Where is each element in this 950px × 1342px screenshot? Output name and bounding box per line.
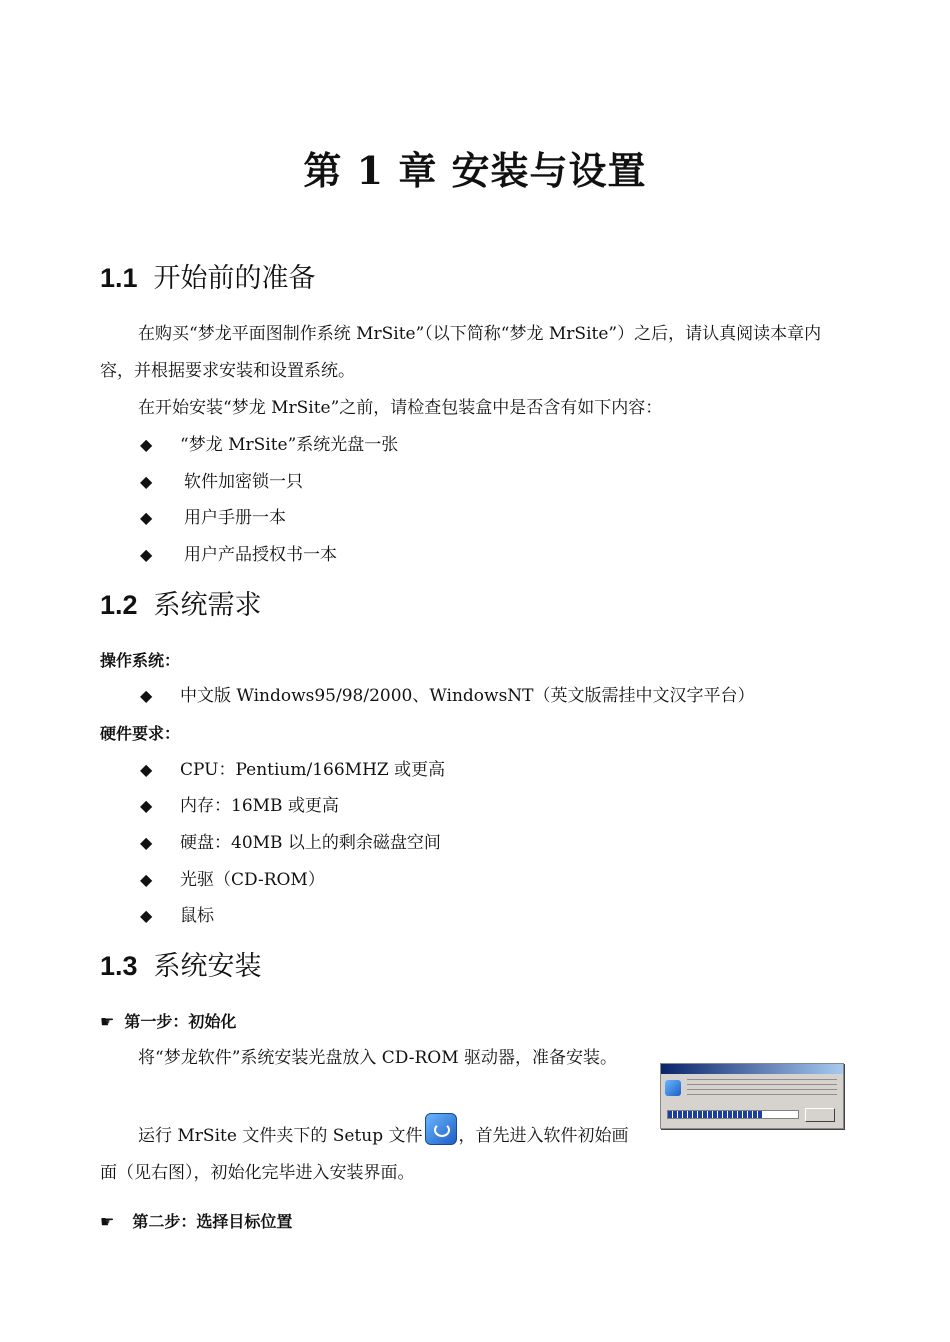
list-item: ◆ 内存：16MB 或更高: [140, 793, 339, 819]
check-paragraph: 在开始安装“梦龙 MrSite”之前，请检查包装盒中是否含有如下内容：: [138, 398, 663, 418]
os-label: 操作系统：: [100, 651, 181, 670]
step-1-paragraph: 将“梦龙软件”系统安装光盘放入 CD-ROM 驱动器，准备安装。: [138, 1048, 618, 1068]
diamond-bullet-icon: ◆: [140, 686, 153, 705]
list-item: ◆ 鼠标: [140, 903, 214, 929]
step-1-run-paragraph: 运行 MrSite 文件夹下的 Setup 文件 ，首先进入软件初始画面（见右图），初始化完毕进入安装界面。: [100, 1113, 640, 1192]
installer-logo-icon: [665, 1080, 681, 1096]
section-heading-1-2: [100, 583, 262, 622]
cancel-button[interactable]: [805, 1108, 835, 1122]
diamond-bullet-icon: ◆: [140, 870, 153, 889]
list-item: ◆ CPU：Pentium/166MHZ 或更高: [140, 757, 445, 783]
diamond-bullet-icon: ◆: [140, 796, 153, 815]
list-item: ◆ 用户产品授权书一本: [140, 542, 337, 568]
list-item: ◆ 用户手册一本: [140, 505, 286, 531]
pointing-hand-icon: ☛: [100, 1012, 115, 1031]
list-item: ◆ “梦龙 MrSite”系统光盘一张: [140, 432, 398, 458]
section-title: 系统需求: [153, 590, 262, 621]
section-title: 系统安装: [153, 951, 262, 982]
section-title: 开始前的准备: [153, 263, 316, 294]
diamond-bullet-icon: ◆: [140, 545, 153, 564]
section-number: 1.2: [100, 590, 138, 620]
hardware-label: 硬件要求：: [100, 724, 181, 743]
diamond-bullet-icon: ◆: [140, 472, 153, 491]
chapter-title: 第 1 章 安装与设置: [303, 148, 647, 193]
step-2-heading: ☛ 第二步：选择目标位置: [100, 1212, 293, 1231]
diamond-bullet-icon: ◆: [140, 435, 153, 454]
list-item: ◆ 软件加密锁一只: [140, 469, 303, 495]
diamond-bullet-icon: ◆: [140, 833, 153, 852]
diamond-bullet-icon: ◆: [140, 760, 153, 779]
list-item: ◆ 光驱（CD-ROM）: [140, 867, 325, 893]
intro-paragraph: 在购买“梦龙平面图制作系统 MrSite”（以下简称“梦龙 MrSite”）之后，请认真阅读本章内容，并根据要求安装和设置系统。: [100, 324, 822, 381]
pointing-hand-icon: ☛: [100, 1212, 115, 1231]
install-progress-bar: [667, 1110, 799, 1119]
diamond-bullet-icon: ◆: [140, 508, 153, 527]
section-number: 1.3: [100, 951, 138, 981]
diamond-bullet-icon: ◆: [140, 906, 153, 925]
step-1-heading: ☛ 第一步：初始化: [100, 1012, 237, 1031]
list-item: ◆ 中文版 Windows95/98/2000、WindowsNT（英文版需挂中文汉字平台）: [140, 683, 755, 709]
dialog-message: [687, 1079, 837, 1099]
section-number: 1.1: [100, 263, 138, 293]
section-heading-1-1: [100, 256, 316, 295]
setup-file-icon: [425, 1113, 457, 1145]
list-item: ◆ 硬盘：40MB 以上的剩余磁盘空间: [140, 830, 441, 856]
dialog-titlebar: [661, 1064, 843, 1074]
install-wizard-screenshot: [660, 1063, 844, 1129]
section-heading-1-3: [100, 944, 262, 983]
